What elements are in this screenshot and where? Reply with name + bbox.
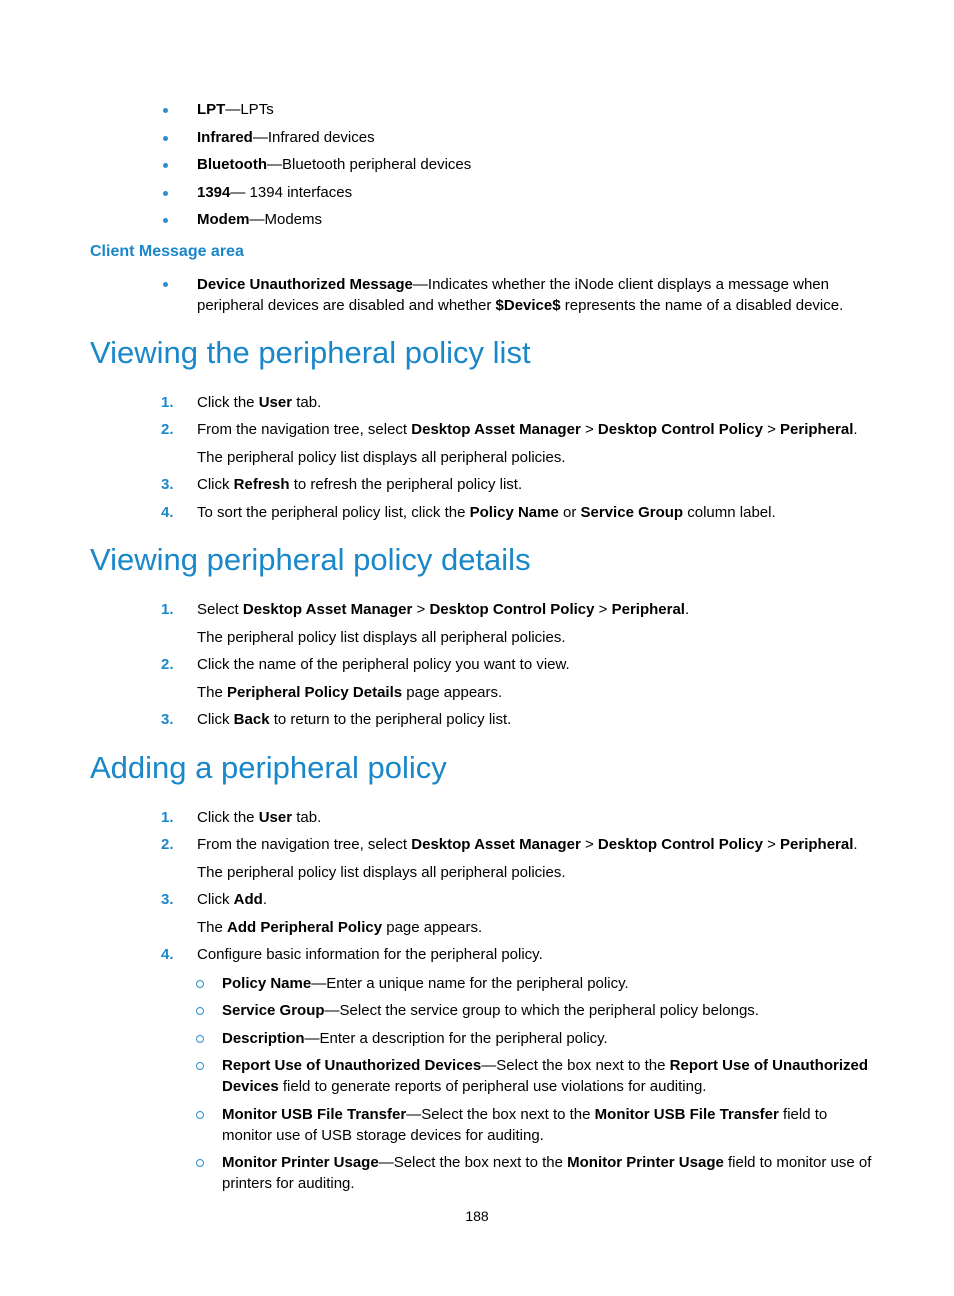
ui-term: Refresh [233,476,290,493]
list-item-desc-cont: peripheral devices are disabled and whether [197,297,496,314]
separator: > [412,601,430,618]
step-number: 2. [161,656,174,673]
list-item-desc: — 1394 interfaces [230,184,353,201]
field-desc: —Select the box next to the [378,1154,568,1171]
ui-term: Add [233,891,263,908]
circle-bullet-icon [196,1159,204,1167]
step-text: The [197,919,228,936]
step-note [197,683,502,703]
step-number: 1. [161,394,174,411]
step-note [197,918,482,938]
step-text: page appears. [402,684,503,701]
step-text: . [684,601,690,618]
step-text: tab. [292,809,322,826]
step-text: or [558,504,581,521]
step-text: Click [197,891,234,908]
circle-bullet-icon [196,1062,204,1070]
step-note: The peripheral policy list displays all peripheral policies. [197,864,566,881]
section-title-view-details: Viewing peripheral policy details [90,542,531,577]
step-text: To sort the peripheral policy list, click the [197,504,470,521]
ui-term: User [258,809,293,826]
bullet-icon [163,108,168,113]
list-item-desc: —Bluetooth peripheral devices [266,156,472,173]
step-text: Configure basic information for the peripheral policy. [197,946,543,963]
list-item-desc: —Indicates whether the iNode client displays a message when [412,276,829,293]
step-number: 3. [161,711,174,728]
step-note: The peripheral policy list displays all peripheral policies. [197,449,566,466]
field-term: Monitor USB File Transfer [222,1106,407,1123]
field-term: Report Use of Unauthorized Devices [222,1057,869,1095]
field-term: Monitor USB File Transfer [594,1106,779,1123]
step-text: to return to the peripheral policy list. [269,711,512,728]
field-term: Policy Name [222,975,312,992]
ui-term: Peripheral [780,836,854,853]
step-text: . [853,421,858,438]
step-text: Click the name of the peripheral policy you want to view. [197,656,570,673]
field-desc: —Select the box next to the [406,1106,595,1123]
field-term: Monitor Printer Usage [567,1154,724,1171]
field-desc: field to generate reports of peripheral use violations for auditing. [278,1078,707,1095]
step-number: 1. [161,809,174,826]
step-text: column label. [683,504,776,521]
step-text: tab. [292,394,322,411]
step-number: 1. [161,601,174,618]
ui-term: Peripheral Policy Details [227,684,403,701]
field-term: Monitor Printer Usage [222,1154,379,1171]
step-text: Click [197,711,234,728]
field-term: Description [222,1030,305,1047]
bullet-icon [163,163,168,168]
field-desc: —Select the box next to the [481,1057,670,1074]
field-desc: —Enter a description for the peripheral policy. [304,1030,608,1047]
bullet-icon [163,218,168,223]
circle-bullet-icon [196,1035,204,1043]
ui-term: Policy Name [469,504,559,521]
ui-term: Peripheral [780,421,854,438]
ui-term: Desktop Asset Manager [411,421,581,438]
section-title-add-policy: Adding a peripheral policy [90,750,447,785]
ui-term: Back [233,711,270,728]
list-item-desc: —Infrared devices [252,129,375,146]
step-number: 4. [161,504,174,521]
step-text: Click [197,476,234,493]
separator: > [580,836,598,853]
step-number: 3. [161,891,174,908]
separator: > [594,601,612,618]
step-text: to refresh the peripheral policy list. [289,476,523,493]
circle-bullet-icon [196,1007,204,1015]
step-text: . [853,836,858,853]
field-desc: field to monitor use of printers for auditing. [222,1154,872,1192]
field-desc: —Enter a unique name for the peripheral policy. [311,975,629,992]
ui-term: Desktop Asset Manager [242,601,413,618]
ui-term: Peripheral [611,601,685,618]
list-item-term: Modem [197,211,250,228]
separator: > [580,421,598,438]
step-text: From the navigation tree, select [197,836,412,853]
step-text: Select [197,601,243,618]
circle-bullet-icon [196,1111,204,1119]
field-desc: field to monitor use of USB storage devices for auditing. [222,1106,828,1144]
separator: > [762,421,781,438]
field-term: Service Group [222,1002,325,1019]
ui-term: Desktop Control Policy [429,601,595,618]
step-text: Click the [197,809,259,826]
section-title-view-list: Viewing the peripheral policy list [90,335,531,370]
list-item-term: Bluetooth [197,156,267,173]
field-term: Report Use of Unauthorized Devices [222,1057,482,1074]
ui-term: Add Peripheral Policy [227,919,383,936]
step-text: . [262,891,268,908]
bullet-icon [163,282,168,287]
list-item-desc-end: represents the name of a disabled device. [560,297,844,314]
circle-bullet-icon [196,980,204,988]
bullet-icon [163,136,168,141]
ui-term: Desktop Control Policy [597,421,763,438]
step-number: 3. [161,476,174,493]
page-number: 188 [465,1208,489,1224]
list-item-desc: —Modems [249,211,323,228]
step-note: The peripheral policy list displays all peripheral policies. [197,629,566,646]
step-text: Click the [197,394,259,411]
list-item-term: Infrared [197,129,253,146]
step-text: From the navigation tree, select [197,421,412,438]
step-number: 2. [161,836,174,853]
step-text: The [197,684,228,701]
list-item-desc: —LPTs [225,101,274,118]
separator: > [762,836,781,853]
ui-term: Desktop Asset Manager [411,836,581,853]
list-item-term: Device Unauthorized Message [197,276,413,293]
client-message-heading: Client Message area [90,243,244,260]
ui-term: Service Group [580,504,684,521]
field-desc: —Select the service group to which the peripheral policy belongs. [324,1002,759,1019]
ui-term: User [258,394,293,411]
ui-term: Desktop Control Policy [597,836,763,853]
list-item-term: LPT [197,101,226,118]
step-number: 2. [161,421,174,438]
list-item-term: 1394 [197,184,231,201]
step-number: 4. [161,946,174,963]
device-variable: $Device$ [495,297,561,314]
bullet-icon [163,191,168,196]
step-text: page appears. [382,919,483,936]
